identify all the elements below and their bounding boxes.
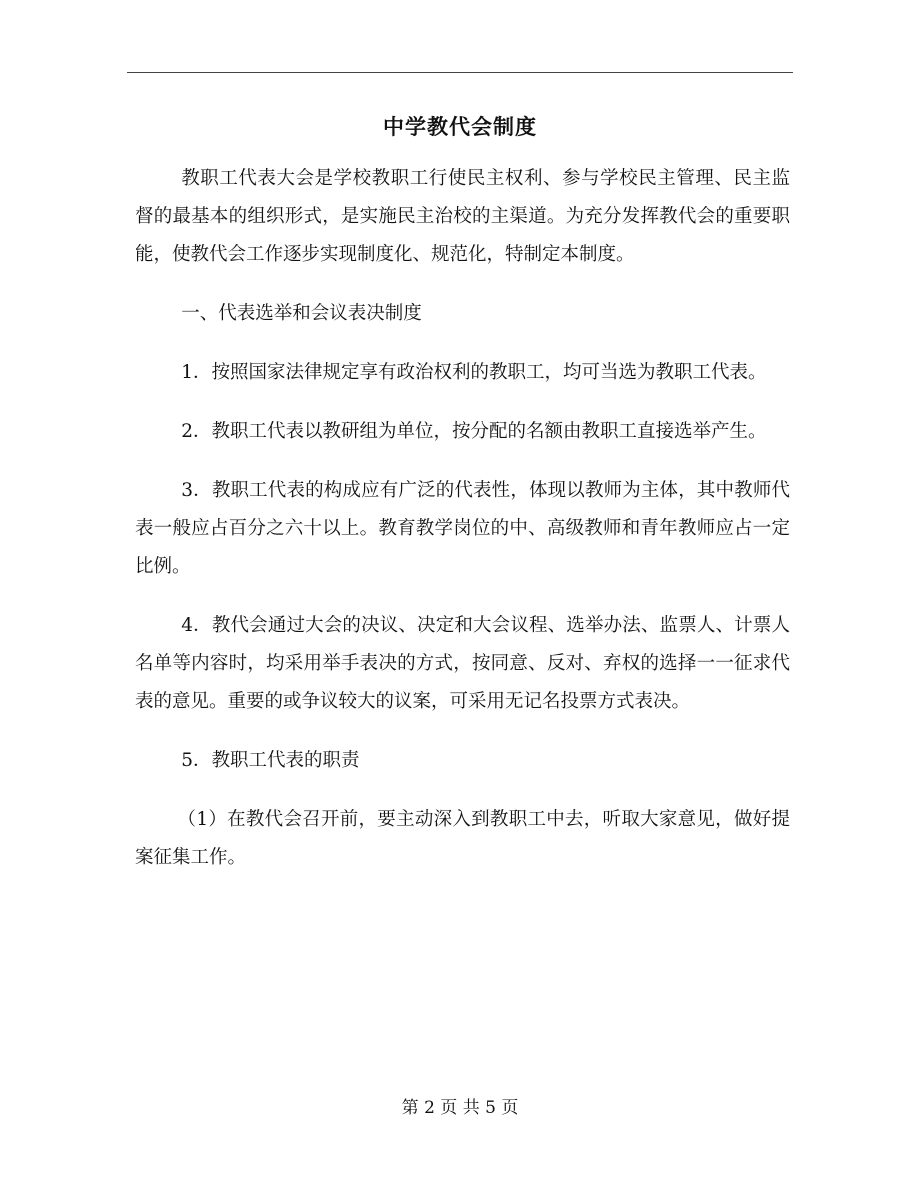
clause-4: 4．教代会通过大会的决议、决定和大会议程、选举办法、监票人、计票人名单等内容时，均采用举手表决的方式，按同意、反对、弃权的选择一一征求代表的意见。重要的或争议较大的议案，可采用无记名投票方式表决。 [135,615,790,712]
header-rule [127,72,793,73]
section-heading-1: 一、代表选举和会议表决制度 [181,303,422,324]
intro-paragraph: 教职工代表大会是学校教职工行使民主权利、参与学校民主管理、民主监督的最基本的组织形式，是实施民主治校的主渠道。为充分发挥教代会的重要职能，使教代会工作逐步实现制度化、规范化，特制定本制度。 [135,168,790,265]
clause-1: 1．按照国家法律规定享有政治权利的教职工，均可当选为教职工代表。 [181,362,767,383]
document-title: 中学教代会制度 [383,114,537,139]
document-body [135,160,790,898]
clause-2: 2．教职工代表以教研组为单位，按分配的名额由教职工直接选举产生。 [181,421,767,442]
clause-5-heading: 5．教职工代表的职责 [181,750,360,771]
clause-3: 3．教职工代表的构成应有广泛的代表性，体现以教师为主体，其中教师代表一般应占百分之六十以上。教育教学岗位的中、高级教师和青年教师应占一定比例。 [135,480,790,577]
page-number: 第 2 页 共 5 页 [401,1098,519,1118]
sub-clause-1: （1）在教代会召开前，要主动深入到教职工中去，听取大家意见，做好提案征集工作。 [135,809,790,868]
